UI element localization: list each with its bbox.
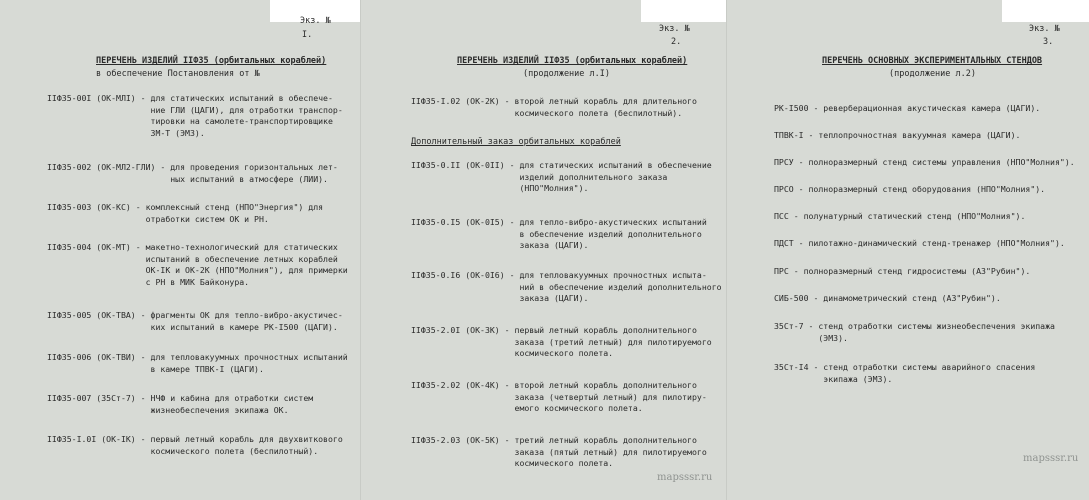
page-subtitle: в обеспечение Постановления от №: [96, 69, 260, 79]
item-description: - стенд отработки системы аварийного спасения экипажа (ЭМЗ).: [813, 362, 1036, 384]
item-code: IIФ35-002 (ОК-МЛ2-ГЛИ): [47, 162, 156, 172]
page-subtitle: (продолжение л.I): [523, 69, 610, 79]
item-code: ТПВК-I: [774, 130, 804, 140]
list-item: [47, 434, 343, 457]
list-item: [774, 211, 1025, 223]
list-item: [411, 325, 712, 360]
item-code: IIФ35-2.03 (ОК-5К): [411, 435, 500, 445]
item-code: IIФ35-003 (ОК-КС): [47, 202, 131, 212]
item-code: ПСС: [774, 211, 789, 221]
list-item: [47, 352, 348, 375]
item-description: - первый летный корабль для двухвиткового космического полета (беспилотный).: [140, 434, 343, 456]
list-item: [774, 157, 1075, 169]
list-item: [47, 162, 338, 185]
item-description: - для статических испытаний в обеспечение изделий дополнительного заказа (НПО"Молния").: [509, 160, 712, 193]
item-description: - полноразмерный стенд системы управления (НПО"Молния").: [793, 157, 1075, 167]
copy-number-label: Экз. №: [300, 16, 331, 26]
list-item: [47, 310, 343, 333]
item-code: СИБ-500: [774, 293, 809, 303]
section-heading: Дополнительный заказ орбитальных кораблей: [411, 137, 621, 147]
item-code: IIФ35-0.I6 (ОК-0I6): [411, 270, 505, 280]
item-code: 35Ст-7: [774, 321, 804, 331]
item-code: IIФ35-004 (ОК-МТ): [47, 242, 131, 252]
item-description: - второй летный корабль для длительного космического полета (беспилотный).: [504, 96, 697, 118]
item-description: - первый летный корабль дополнительного заказа (третий летный) для пилотируемого космического полета.: [504, 325, 712, 358]
item-description: - пилотажно-динамический стенд-тренажер (НПО"Молния").: [793, 238, 1065, 248]
watermark: mapsssr.ru: [1023, 453, 1079, 464]
page-number: 2.: [671, 37, 682, 47]
item-description: - реверберационная акустическая камера (ЦАГИ).: [808, 103, 1041, 113]
list-item: [774, 266, 1030, 278]
item-code: IIФ35-007 (35Ст-7): [47, 393, 136, 403]
list-item: [411, 380, 707, 415]
item-description: - макетно-технологический для статических испытаний в обеспечение летных кораблей ОК-IК и ОК-2К (НПО"Молния"), для примерки с РН в МИК Байконура.: [135, 242, 348, 287]
page-1: [0, 0, 360, 500]
page-2: [360, 0, 726, 500]
list-item: [774, 184, 1045, 196]
list-item: [47, 242, 348, 288]
item-code: IIФ35-0.II (ОК-0II): [411, 160, 505, 170]
page-title: ПЕРЕЧЕНЬ ИЗДЕЛИЙ IIФ35 (орбитальных кораблей): [96, 56, 327, 66]
list-item: [47, 202, 323, 225]
page-number: 3.: [1043, 37, 1054, 47]
list-item: [411, 96, 697, 119]
item-description: - динамометрический стенд (АЗ"Рубин").: [808, 293, 1001, 303]
item-description: - полноразмерный стенд гидросистемы (АЗ"Рубин").: [788, 266, 1031, 276]
item-code: IIФ35-0.I5 (ОК-0I5): [411, 217, 505, 227]
item-code: РК-I500: [774, 103, 809, 113]
item-code: ПРСУ: [774, 157, 794, 167]
page-title: ПЕРЕЧЕНЬ ОСНОВНЫХ ЭКСПЕРИМЕНТАЛЬНЫХ СТЕНДОВ: [822, 56, 1043, 66]
item-description: - комплексный стенд (НПО"Энергия") для отработки систем ОК и РН.: [135, 202, 324, 224]
list-item: [411, 270, 722, 305]
copy-number-label: Экз. №: [659, 24, 690, 34]
item-description: - стенд отработки системы жизнеобеспечения экипажа (ЭМЗ).: [808, 321, 1055, 343]
item-description: - для тепло-вибро-акустических испытаний в обеспечение изделий дополнительного заказа (ЦАГИ).: [509, 217, 707, 250]
list-item: [774, 321, 1055, 344]
item-code: IIФ35-I.0I (ОК-IК): [47, 434, 136, 444]
paper-patch: [1002, 0, 1089, 22]
page-title: ПЕРЕЧЕНЬ ИЗДЕЛИЙ IIФ35 (орбитальных кораблей): [457, 56, 688, 66]
list-item: [774, 130, 1020, 142]
item-description: - третий летный корабль дополнительного заказа (пятый летный) для пилотируемого космического полета.: [504, 435, 707, 468]
page-number: I.: [302, 30, 313, 40]
item-code: IIФ35-005 (ОК-ТВА): [47, 310, 136, 320]
list-item: [411, 435, 707, 470]
list-item: [774, 238, 1065, 250]
page-3: [726, 0, 1089, 500]
item-description: - теплопрочностная вакуумная камера (ЦАГИ).: [803, 130, 1021, 140]
item-description: - НЧФ и кабина для отработки систем жизнеобеспечения экипажа ОК.: [140, 393, 314, 415]
item-code: ПДСТ: [774, 238, 794, 248]
item-description: - для тепловакуумных прочностных испыта- ний в обеспечение изделий дополнительного заказа (ЦАГИ).: [509, 270, 722, 303]
item-description: - для статических испытаний в обеспече- ние ГЛИ (ЦАГИ), для отработки транспор- тировки на самолете-транспортировщике 3М-Т (ЭМЗ).: [140, 93, 343, 138]
item-code: IIФ35-2.0I (ОК-3К): [411, 325, 500, 335]
item-code: IIФ35-006 (ОК-ТВИ): [47, 352, 136, 362]
copy-number-label: Экз. №: [1029, 24, 1060, 34]
page-subtitle: (продолжение л.2): [889, 69, 976, 79]
paper-patch: [641, 0, 727, 22]
item-description: - для проведения горизонтальных лет- ных испытаний в атмосфере (ЛИИ).: [160, 162, 338, 184]
list-item: [47, 93, 343, 139]
watermark: mapsssr.ru: [657, 472, 713, 483]
item-description: - фрагменты ОК для тепло-вибро-акустичес- ких испытаний в камере РК-I500 (ЦАГИ).: [140, 310, 343, 332]
item-description: - для тепловакуумных прочностных испытаний в камере ТПВК-I (ЦАГИ).: [140, 352, 348, 374]
list-item: [411, 160, 712, 195]
list-item: [47, 393, 313, 416]
list-item: [774, 362, 1035, 385]
item-description: - второй летный корабль дополнительного заказа (четвертый летный) для пилотиру- емого космического полета.: [504, 380, 707, 413]
list-item: [774, 293, 1001, 305]
list-item: [774, 103, 1040, 115]
item-code: ПРСО: [774, 184, 794, 194]
item-code: IIФ35-00I (ОК-МЛI): [47, 93, 136, 103]
item-description: - полноразмерный стенд оборудования (НПО"Молния").: [793, 184, 1046, 194]
item-code: 35Ст-I4: [774, 362, 809, 372]
item-code: IIФ35-I.02 (ОК-2К): [411, 96, 500, 106]
item-description: - полунатурный статический стенд (НПО"Молния").: [788, 211, 1026, 221]
list-item: [411, 217, 707, 252]
item-code: IIФ35-2.02 (ОК-4К): [411, 380, 500, 390]
item-code: ПРС: [774, 266, 789, 276]
